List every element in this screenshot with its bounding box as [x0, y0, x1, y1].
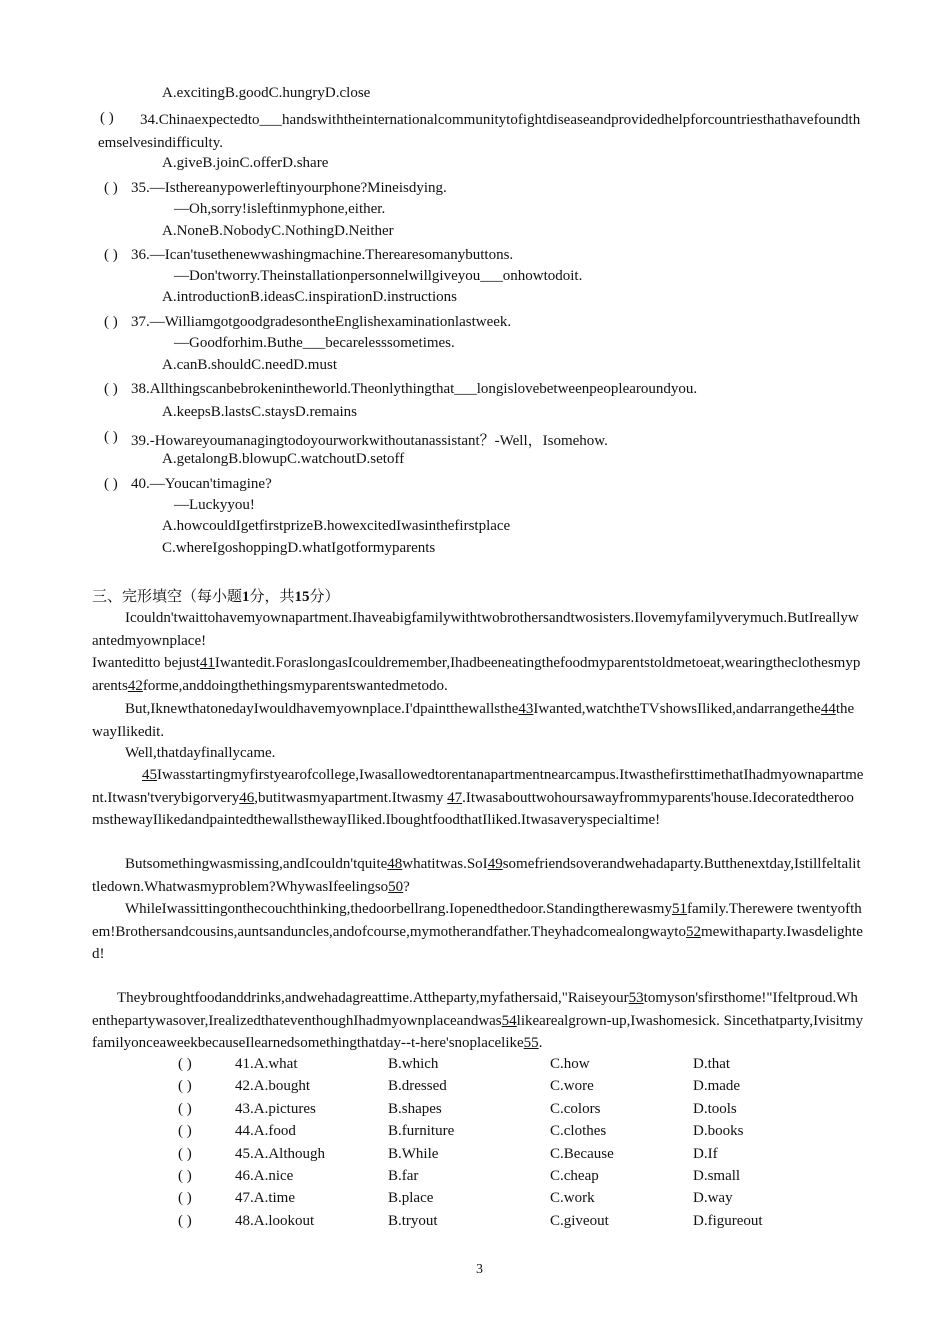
text-segment: Iwantedit.ForaslongasIcouldremember,Ihadbeeneatingthefoodmyparentstoldmetoeat,wearingtheclothesmyparents [92, 655, 861, 694]
text-segment: somefriendsoverandwehadaparty.Butthenextday,Istillfeltalittledown.Whatwasmyproblem?WhywasIfeelingso [92, 856, 861, 895]
q34-options: A.giveB.joinC.offerD.share [162, 155, 329, 171]
choice-option-d: D.tools [693, 1100, 737, 1117]
section-title-suffix: 分） [309, 589, 340, 605]
answer-paren: ( ) [178, 1056, 192, 1072]
q37-paren: ( ) [104, 314, 118, 330]
blank-55: 55 [523, 1035, 539, 1051]
q37-stem: 37.—WilliamgotgoodgradesontheEnglishexaminationlastweek. [131, 314, 512, 330]
choice-row [178, 1187, 818, 1209]
text-segment: ? [403, 878, 410, 895]
choice-option-a: 46.A.nice [235, 1168, 294, 1184]
choice-option-a: 42.A.bought [235, 1078, 310, 1095]
choice-option-b: B.While [388, 1145, 439, 1162]
blank-49: 49 [487, 856, 503, 872]
choice-row [178, 1098, 818, 1120]
choice-row [178, 1053, 818, 1075]
section-title-n2: 15 [294, 589, 310, 605]
blank-41: 41 [199, 655, 215, 671]
choice-option-a: 41.A.what [235, 1056, 298, 1072]
answer-paren: ( ) [178, 1100, 192, 1117]
blank-54: 54 [501, 1012, 517, 1029]
text-segment: Theybroughtfoodanddrinks,andwehadagreattime.Attheparty,myfathersaid,"Raiseyour [117, 990, 629, 1006]
section-title [92, 585, 340, 606]
text-segment: WhileIwassittingonthecouchthinking,thedoorbellrang.Iopenedthedoor.Standingtherewasmy [125, 901, 672, 917]
text-segment: forme,anddoingthethingsmyparentswantedmetodo. [142, 677, 448, 694]
choice-option-b: B.dressed [388, 1078, 447, 1095]
blank-43: 43 [518, 701, 534, 717]
answer-paren: ( ) [178, 1123, 192, 1140]
text-segment: . [538, 1035, 543, 1051]
passage-paragraph-2 [92, 652, 864, 697]
passage-paragraph-6 [92, 853, 864, 898]
choice-option-c: C.giveout [550, 1212, 609, 1229]
q39-options: A.getalongB.blowupC.watchoutD.setoff [162, 451, 405, 467]
q40-options: A.howcouldIgetfirstprizeB.howexcitedIwasinthefirstplace [162, 518, 511, 534]
choice-option-b: B.furniture [388, 1123, 455, 1140]
choice-option-b: B.tryout [388, 1212, 438, 1229]
passage-paragraph-7 [92, 898, 864, 966]
passage-paragraph-5 [92, 764, 864, 832]
section-title-prefix: 三、完形填空（每小题 [92, 589, 243, 605]
choice-row [178, 1143, 818, 1165]
answer-paren: ( ) [178, 1212, 192, 1229]
q40-paren: ( ) [104, 476, 118, 492]
text-segment: But,IknewthatonedayIwouldhavemyownplace.I'dpaintthewallsthe [125, 701, 519, 717]
choice-option-d: D.made [693, 1078, 741, 1095]
text-segment: ,butitwasmyapartment.Itwasmy [254, 789, 444, 806]
q34-paren: ( ) [100, 110, 114, 126]
blank-42: 42 [127, 677, 143, 694]
blank-45: 45 [142, 767, 157, 783]
q38-stem: 38.Allthingscanbebrokenintheworld.Theonlythingthat___longislovebetweenpeoplearoundyou. [131, 381, 698, 397]
choice-row [178, 1165, 818, 1187]
blank-52: 52 [685, 923, 701, 940]
text-segment: Butsomethingwasmissing,andIcouldn'tquite [125, 856, 388, 872]
choice-option-c: C.wore [550, 1078, 594, 1095]
choice-row [178, 1120, 818, 1142]
q40-reply: —Luckyyou! [174, 497, 255, 513]
choice-row [178, 1210, 818, 1232]
text-segment: mewithaparty.Iwasdelighted! [92, 923, 863, 962]
choice-option-a: 47.A.time [235, 1190, 295, 1207]
q35-options: A.NoneB.NobodyC.NothingD.Neither [162, 223, 394, 239]
choice-option-c: C.Because [550, 1145, 614, 1162]
choice-option-c: C.work [550, 1190, 595, 1207]
choice-option-a: 43.A.pictures [235, 1100, 316, 1117]
q39-stem: 39.-Howareyoumanagingtodoyourworkwithoutanassistant？-Well，Isomehow. [131, 433, 608, 449]
text-segment: tomyson'sfirsthome!"Ifeltproud.Whenthepartywasover,IrealizedthateventhoughIhadmyownplaceandwas [92, 990, 858, 1029]
choice-option-b: B.place [388, 1190, 434, 1207]
text-segment: Iwasstartingmyfirstyearofcollege,Iwasallowedtorentanapartmentnearcampus.ItwasthefirsttimethatIhadmyownapartment.Itwasn'tverybigorvery [92, 767, 864, 806]
q36-paren: ( ) [104, 247, 118, 263]
choice-option-a: 45.A.Although [235, 1145, 325, 1162]
q35-stem: 35.—Isthereanypowerleftinyourphone?Mineisdying. [131, 180, 447, 196]
text-segment: Iwanted,watchtheTVshowsIliked,andarrangethe [533, 701, 821, 717]
choice-option-c: C.colors [550, 1100, 601, 1117]
q39-paren: ( ) [104, 429, 118, 445]
choice-option-b: B.shapes [388, 1100, 442, 1117]
choice-option-d: D.figureout [693, 1212, 763, 1229]
text-segment: likearealgrown-up,Iwashomesick. Sincethatparty,IvisitmyfamilyonceaweekbecauseIlearnedsomethingthatday--t-here'snoplacelike [92, 1012, 864, 1051]
blank-46: 46 [239, 789, 255, 806]
passage-paragraph-1: Icouldn'twaittohavemyownapartment.Ihaveabigfamilywithtwobrothersandtwosisters.Ilovemyfamilyverymuch.ButIreallywantedmyownplace! [92, 610, 859, 649]
blank-47: 47 [447, 789, 463, 806]
choice-option-c: C.how [550, 1056, 590, 1072]
choice-option-d: D.If [693, 1145, 718, 1162]
choice-option-d: D.that [693, 1056, 731, 1072]
blank-53: 53 [628, 990, 644, 1006]
choice-row [178, 1075, 818, 1097]
q36-reply: —Don'tworry.Theinstallationpersonnelwillgiveyou___onhowtodoit. [174, 268, 583, 284]
choice-option-d: D.small [693, 1168, 741, 1184]
text-segment: family.Therewere twentyofthem!Brothersandcousins,auntsanduncles,andofcourse,mymotherandfather.Theyhadcomealongwayto [92, 901, 862, 940]
section-title-mid: 分，共 [249, 589, 295, 605]
q40-stem: 40.—Youcan'timagine? [131, 476, 272, 492]
choice-option-a: 44.A.food [235, 1123, 296, 1140]
passage-paragraph-3 [92, 698, 864, 743]
choice-option-d: D.way [693, 1190, 733, 1207]
q35-reply: —Oh,sorry!isleftinmyphone,either. [174, 201, 386, 217]
choice-option-a: 48.A.lookout [235, 1212, 315, 1229]
choice-option-c: C.clothes [550, 1123, 607, 1140]
q40-options-2: C.whereIgoshoppingD.whatIgotformyparents [162, 540, 436, 556]
answer-paren: ( ) [178, 1145, 192, 1162]
q38-paren: ( ) [104, 381, 118, 397]
text-segment: thewayIlikedit. [92, 701, 855, 740]
section-title-n1: 1 [242, 589, 250, 605]
choice-option-d: D.books [693, 1123, 744, 1140]
blank-48: 48 [387, 856, 403, 872]
q36-options: A.introductionB.ideasC.inspirationD.instructions [162, 289, 457, 305]
passage-paragraph-4: Well,thatdayfinallycame. [125, 745, 276, 761]
text-segment: Iwanteditto bejust [92, 655, 200, 671]
page-number: 3 [476, 1262, 483, 1277]
answer-paren: ( ) [178, 1168, 192, 1184]
answer-paren: ( ) [178, 1190, 192, 1207]
text-segment: .Itwasabouttwohoursawayfrommyparents'house.IdecoratedtheroomsthewayIlikedandpaintedthewallsthewayIliked.IboughtfoodthatIliked.Itwasaveryspecialtime! [92, 789, 854, 828]
q38-options: A.keepsB.lastsC.staysD.remains [162, 404, 357, 420]
q33-options: A.excitingB.goodC.hungryD.close [162, 85, 371, 101]
choice-option-b: B.far [388, 1168, 419, 1184]
blank-51: 51 [671, 901, 687, 917]
blank-44: 44 [820, 701, 836, 717]
q37-options: A.canB.shouldC.needD.must [162, 357, 337, 373]
passage-paragraph-8 [92, 987, 864, 1055]
q34-stem: 34.Chinaexpectedto___handswiththeinternationalcommunitytofightdiseaseandprovidedhelpforcountriesthathavefoundthemselvesindifficulty. [98, 112, 861, 151]
q36-stem: 36.—Ican'tusethenewwashingmachine.Therearesomanybuttons. [131, 247, 514, 263]
choice-option-b: B.which [388, 1056, 439, 1072]
q35-paren: ( ) [104, 180, 118, 196]
blank-50: 50 [388, 878, 404, 895]
text-segment: whatitwas.SoI [402, 856, 488, 872]
answer-paren: ( ) [178, 1078, 192, 1095]
q37-reply: —Goodforhim.Buthe___becarelesssometimes. [174, 335, 455, 351]
choice-option-c: C.cheap [550, 1168, 599, 1184]
